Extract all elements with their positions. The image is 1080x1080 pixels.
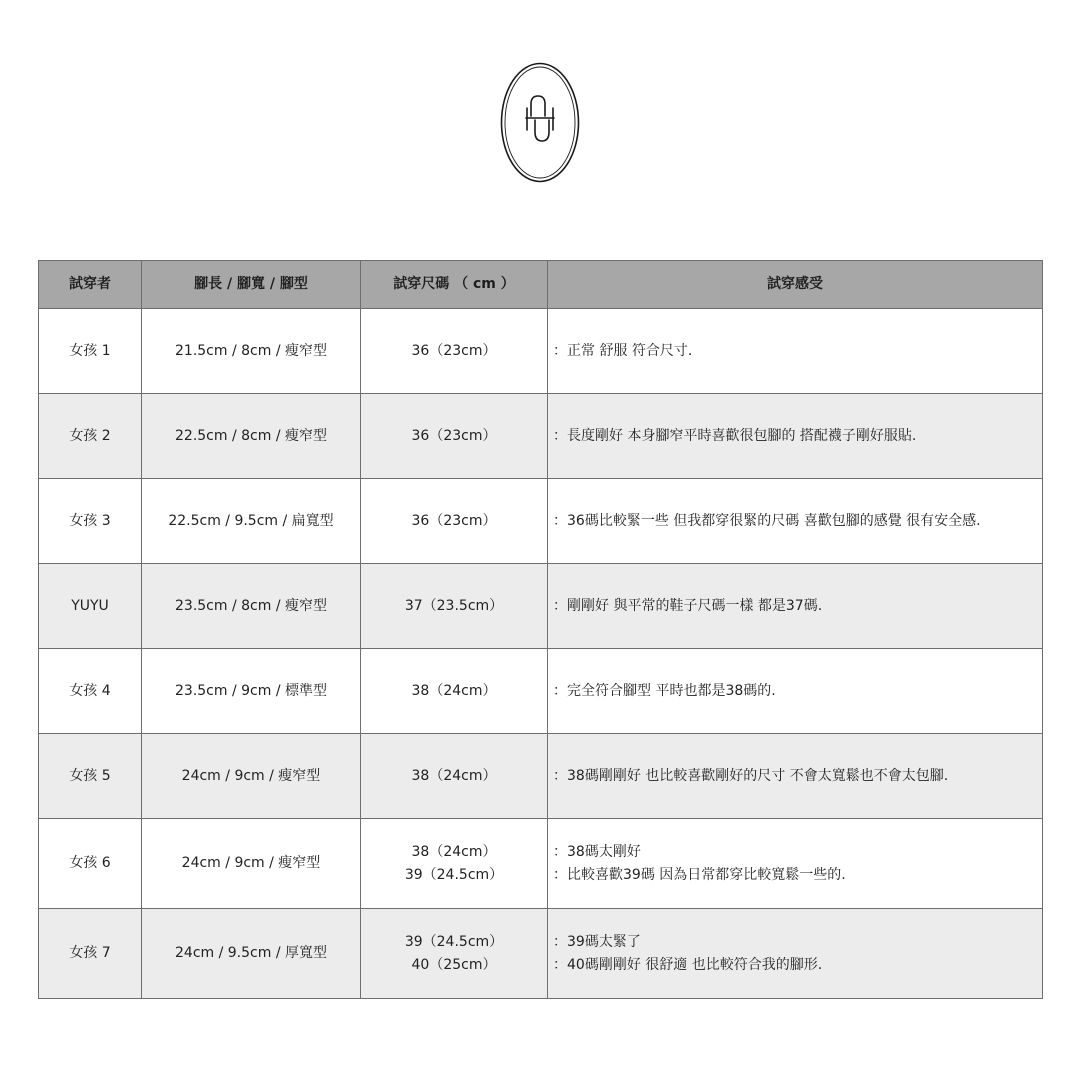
foot-measurements: 21.5cm / 8cm / 瘦窄型 bbox=[142, 309, 361, 394]
feedback bbox=[548, 734, 1043, 819]
table-row bbox=[39, 819, 1043, 909]
size-line: 40（25cm） bbox=[411, 956, 497, 973]
table-row bbox=[39, 479, 1043, 564]
size-line: 38（24cm） bbox=[411, 767, 497, 784]
feedback bbox=[548, 479, 1043, 564]
table-header-row bbox=[39, 261, 1043, 309]
feedback-line: ：完全符合腳型 平時也都是38碼的. bbox=[553, 682, 776, 699]
table-row bbox=[39, 309, 1043, 394]
size-line: 38（24cm） bbox=[411, 843, 497, 860]
size-line: 37（23.5cm） bbox=[404, 597, 504, 614]
tester-name: 女孩 1 bbox=[39, 309, 142, 394]
size-line: 38（24cm） bbox=[411, 682, 497, 699]
table-row bbox=[39, 394, 1043, 479]
header-trial-size: 試穿尺碼 （ cm ） bbox=[361, 261, 548, 309]
size-fitting-table bbox=[38, 260, 1043, 999]
header-tester: 試穿者 bbox=[39, 261, 142, 309]
brand-monogram-logo bbox=[500, 62, 580, 183]
feedback-line: ：長度剛好 本身腳窄平時喜歡很包腳的 搭配襪子剛好服貼. bbox=[553, 427, 917, 444]
size-line: 36（23cm） bbox=[411, 342, 497, 359]
table-row bbox=[39, 734, 1043, 819]
size-line: 36（23cm） bbox=[411, 427, 497, 444]
feedback-line: ：38碼剛剛好 也比較喜歡剛好的尺寸 不會太寬鬆也不會太包腳. bbox=[553, 767, 949, 784]
table-row bbox=[39, 909, 1043, 999]
feedback-line: ：正常 舒服 符合尺寸. bbox=[553, 342, 693, 359]
foot-measurements: 24cm / 9cm / 瘦窄型 bbox=[142, 734, 361, 819]
feedback-line: ：38碼太剛好 bbox=[553, 843, 641, 860]
feedback-line: ：36碼比較緊一些 但我都穿很緊的尺碼 喜歡包腳的感覺 很有安全感. bbox=[553, 512, 981, 529]
header-foot-measurements: 腳長 / 腳寬 / 腳型 bbox=[142, 261, 361, 309]
header-feedback: 試穿感受 bbox=[548, 261, 1043, 309]
trial-size bbox=[361, 394, 548, 479]
feedback-line: ：40碼剛剛好 很舒適 也比較符合我的腳形. bbox=[553, 956, 823, 973]
tester-name: 女孩 5 bbox=[39, 734, 142, 819]
tester-name: 女孩 4 bbox=[39, 649, 142, 734]
feedback bbox=[548, 309, 1043, 394]
feedback bbox=[548, 394, 1043, 479]
foot-measurements: 24cm / 9.5cm / 厚寬型 bbox=[142, 909, 361, 999]
size-line: 39（24.5cm） bbox=[404, 866, 504, 883]
tester-name: 女孩 6 bbox=[39, 819, 142, 909]
table-row bbox=[39, 649, 1043, 734]
tester-name: YUYU bbox=[39, 564, 142, 649]
trial-size bbox=[361, 479, 548, 564]
tester-name: 女孩 3 bbox=[39, 479, 142, 564]
feedback-line: ：比較喜歡39碼 因為日常都穿比較寬鬆一些的. bbox=[553, 866, 846, 883]
trial-size bbox=[361, 734, 548, 819]
foot-measurements: 23.5cm / 8cm / 瘦窄型 bbox=[142, 564, 361, 649]
trial-size bbox=[361, 564, 548, 649]
size-line: 39（24.5cm） bbox=[404, 933, 504, 950]
feedback bbox=[548, 819, 1043, 909]
feedback-line: ：剛剛好 與平常的鞋子尺碼一樣 都是37碼. bbox=[553, 597, 823, 614]
foot-measurements: 23.5cm / 9cm / 標準型 bbox=[142, 649, 361, 734]
trial-size bbox=[361, 909, 548, 999]
feedback bbox=[548, 649, 1043, 734]
foot-measurements: 22.5cm / 8cm / 瘦窄型 bbox=[142, 394, 361, 479]
size-line: 36（23cm） bbox=[411, 512, 497, 529]
feedback bbox=[548, 909, 1043, 999]
trial-size bbox=[361, 819, 548, 909]
feedback bbox=[548, 564, 1043, 649]
trial-size bbox=[361, 309, 548, 394]
table-row bbox=[39, 564, 1043, 649]
tester-name: 女孩 2 bbox=[39, 394, 142, 479]
monogram-icon bbox=[500, 62, 580, 183]
foot-measurements: 22.5cm / 9.5cm / 扁寬型 bbox=[142, 479, 361, 564]
trial-size bbox=[361, 649, 548, 734]
feedback-line: ：39碼太緊了 bbox=[553, 933, 641, 950]
tester-name: 女孩 7 bbox=[39, 909, 142, 999]
foot-measurements: 24cm / 9cm / 瘦窄型 bbox=[142, 819, 361, 909]
